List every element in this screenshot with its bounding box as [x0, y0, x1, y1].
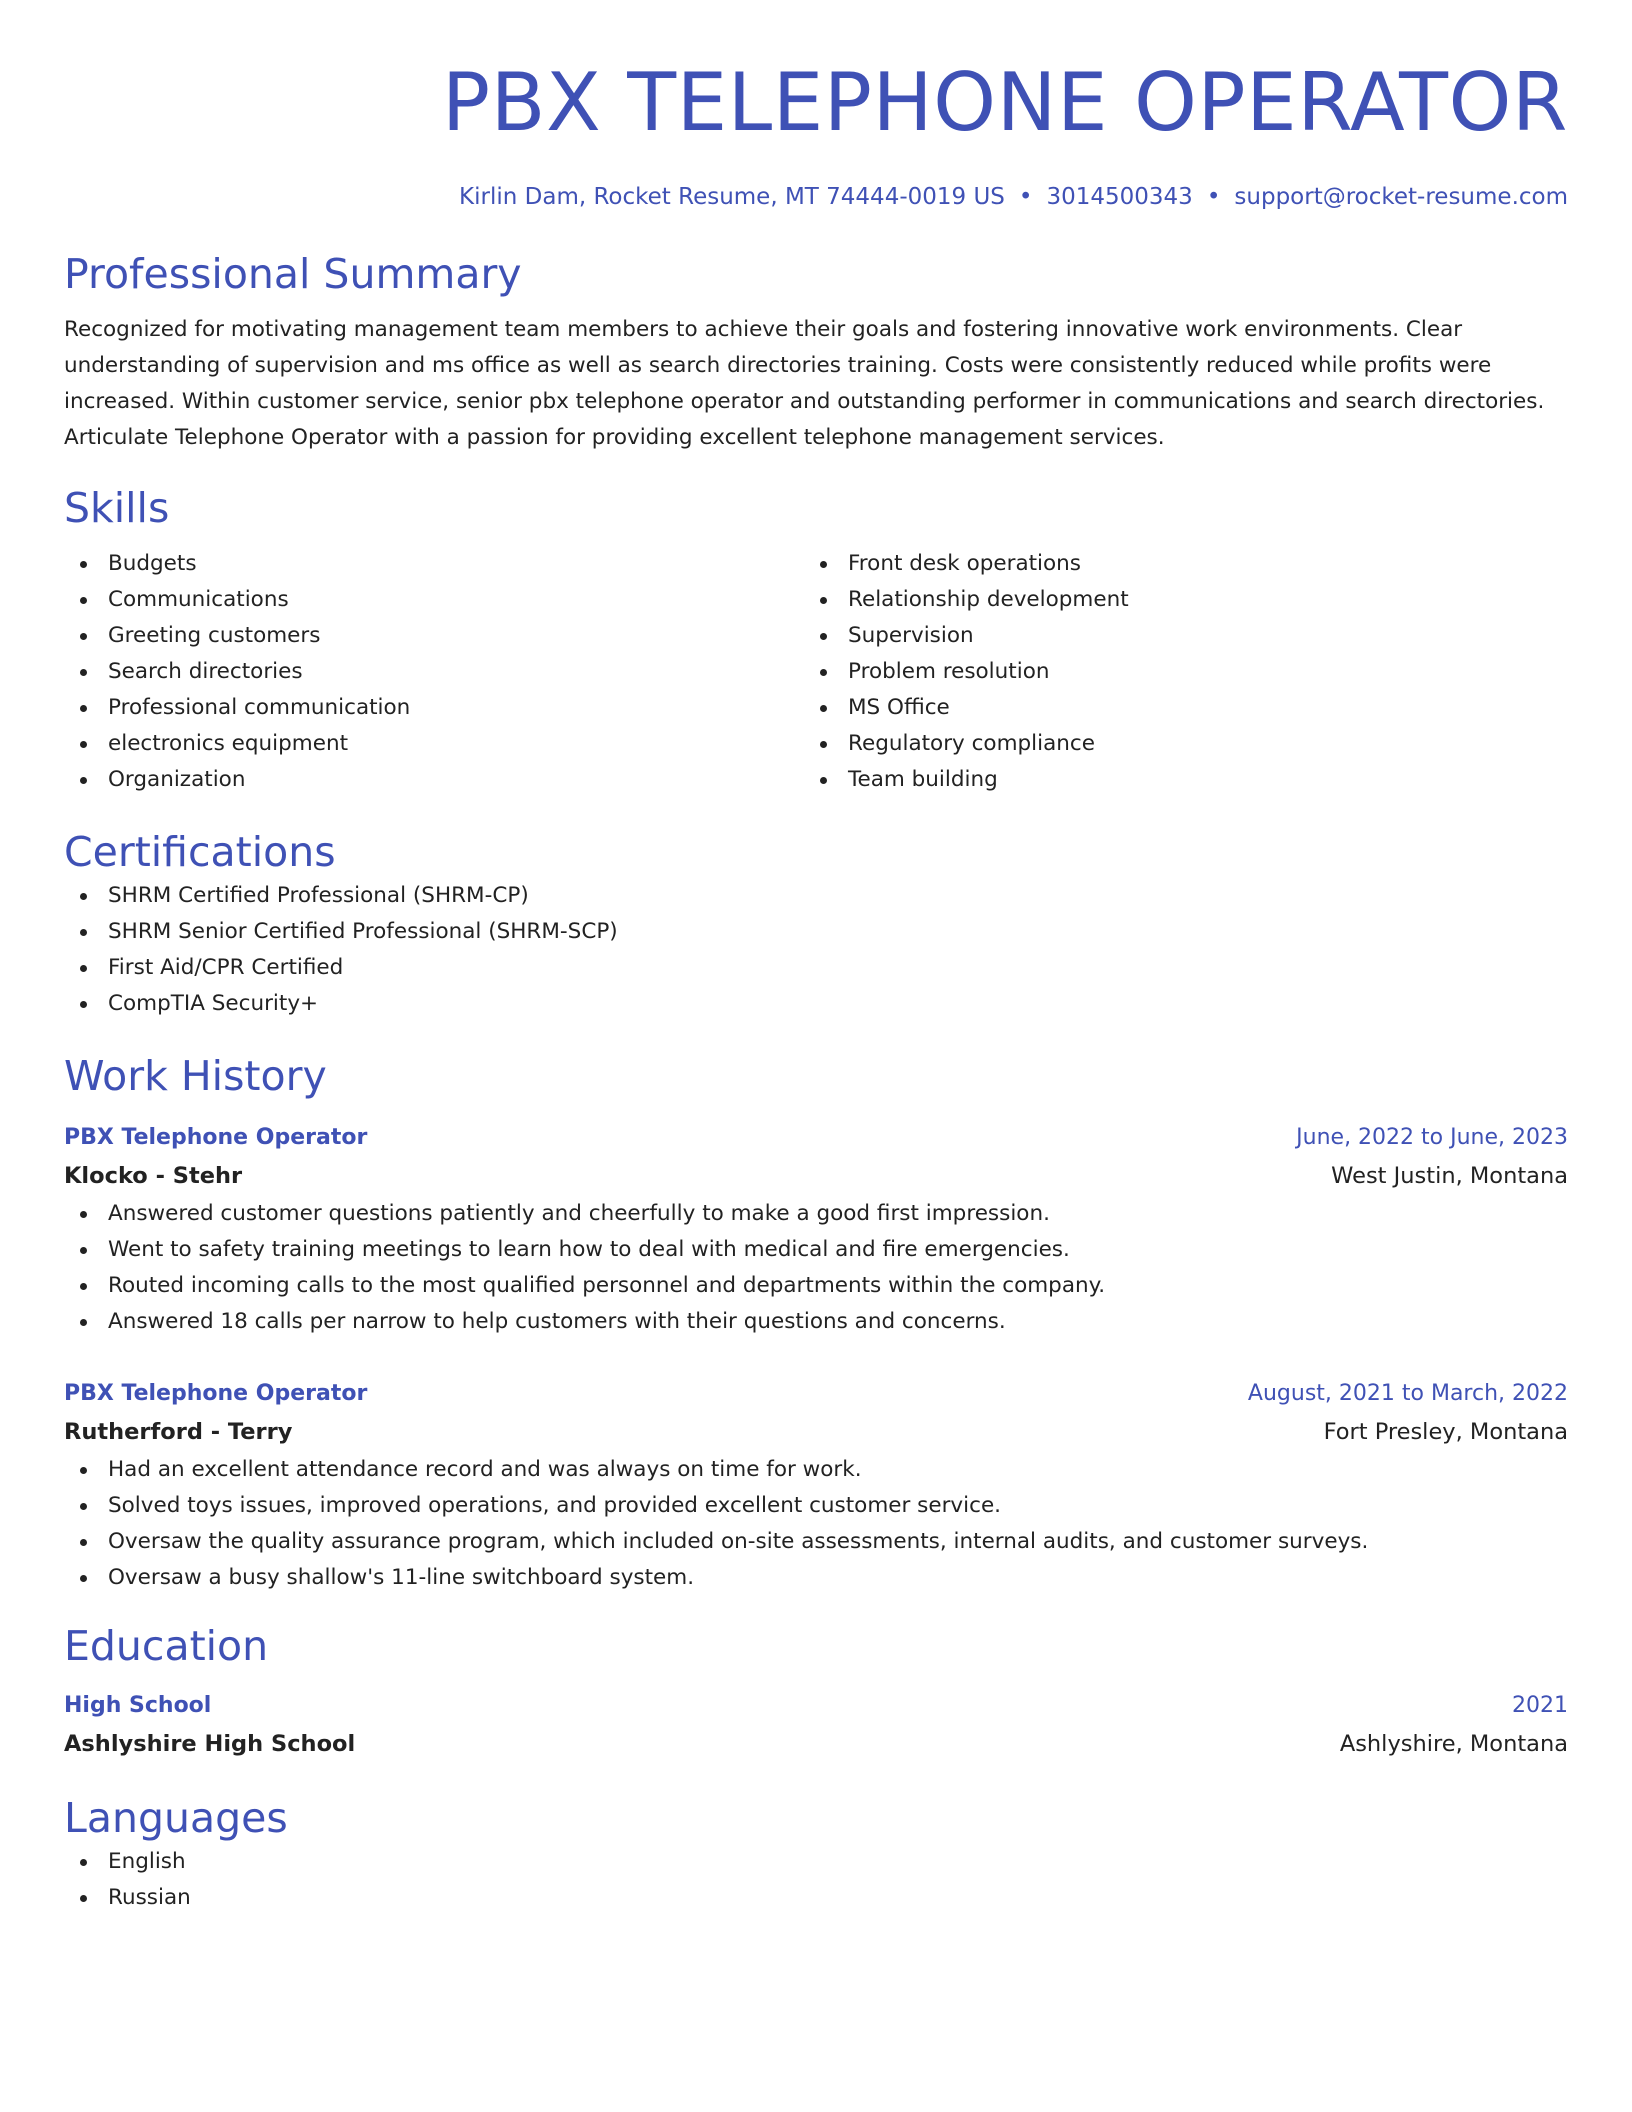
section-title-education: Education — [64, 1622, 269, 1670]
list-item: Supervision — [804, 618, 1544, 654]
job-bullets — [64, 1452, 1568, 1596]
list-item: Greeting customers — [64, 618, 804, 654]
address: Kirlin Dam, Rocket Resume, MT 74444-0019 US — [459, 184, 1005, 210]
list-item: SHRM Certified Professional (SHRM-CP) — [64, 878, 1568, 914]
job-dates: June, 2022 to June, 2023 — [1296, 1125, 1568, 1150]
section-title-summary: Professional Summary — [64, 250, 522, 298]
job-company-row — [64, 1156, 1568, 1196]
education-header-row — [64, 1688, 1568, 1724]
list-item: English — [64, 1844, 1568, 1880]
list-item: Oversaw the quality assurance program, which included on-site assessments, internal audits, and customer surveys. — [64, 1524, 1568, 1560]
list-item: Relationship development — [804, 582, 1544, 618]
education-degree: High School — [64, 1693, 212, 1718]
section-title-work-history: Work History — [64, 1052, 327, 1100]
certifications-list — [64, 878, 1568, 1022]
list-item: Russian — [64, 1880, 1568, 1916]
list-item: Team building — [804, 762, 1544, 798]
list-item: Search directories — [64, 654, 804, 690]
job-company-row — [64, 1412, 1568, 1452]
resume-title: PBX TELEPHONE OPERATOR — [441, 56, 1568, 149]
languages-list — [64, 1844, 1568, 1916]
job-entry — [64, 1376, 1568, 1596]
job-location: Fort Presley, Montana — [1323, 1419, 1568, 1445]
list-item: Solved toys issues, improved operations, and provided excellent customer service. — [64, 1488, 1568, 1524]
separator-dot: • — [1018, 184, 1033, 210]
list-item: Problem resolution — [804, 654, 1544, 690]
email-link[interactable]: support@rocket-resume.com — [1234, 184, 1568, 210]
job-bullets — [64, 1196, 1568, 1340]
list-item: SHRM Senior Certified Professional (SHRM-SCP) — [64, 914, 1568, 950]
section-title-languages: Languages — [64, 1794, 288, 1842]
job-location: West Justin, Montana — [1331, 1163, 1568, 1189]
list-item: First Aid/CPR Certified — [64, 950, 1568, 986]
section-title-skills: Skills — [64, 484, 170, 532]
skills-column-right — [804, 546, 1544, 798]
list-item: CompTIA Security+ — [64, 986, 1568, 1022]
list-item: Communications — [64, 582, 804, 618]
list-item: Front desk operations — [804, 546, 1544, 582]
list-item: MS Office — [804, 690, 1544, 726]
list-item: electronics equipment — [64, 726, 804, 762]
job-company: Klocko - Stehr — [64, 1163, 243, 1189]
list-item: Routed incoming calls to the most qualified personnel and departments within the company. — [64, 1268, 1568, 1304]
list-item: Answered 18 calls per narrow to help customers with their questions and concerns. — [64, 1304, 1568, 1340]
education-year: 2021 — [1512, 1693, 1568, 1718]
job-role: PBX Telephone Operator — [64, 1381, 368, 1406]
job-entry — [64, 1120, 1568, 1340]
list-item: Budgets — [64, 546, 804, 582]
separator-dot: • — [1206, 184, 1221, 210]
job-company: Rutherford - Terry — [64, 1419, 293, 1445]
skills-list-right — [804, 546, 1544, 798]
education-location: Ashlyshire, Montana — [1339, 1731, 1568, 1757]
list-item: Answered customer questions patiently and cheerfully to make a good first impression. — [64, 1196, 1568, 1232]
job-role: PBX Telephone Operator — [64, 1125, 368, 1150]
summary-text: Recognized for motivating management team members to achieve their goals and fostering innovative work environments. Clear understanding of supervision and ms office as well as search directories training. Costs were consistently reduced while profits were increased. Within customer service, senior pbx telephone operator and outstanding performer in communications and search directories. Articulate Telephone Operator with a passion for providing excellent telephone management services. — [64, 317, 1545, 450]
education-school: Ashlyshire High School — [64, 1731, 356, 1757]
list-item: Went to safety training meetings to learn how to deal with medical and fire emergencies. — [64, 1232, 1568, 1268]
skills-columns — [64, 546, 1568, 798]
contact-line — [64, 180, 1568, 214]
education-entry — [64, 1688, 1568, 1764]
list-item: Regulatory compliance — [804, 726, 1544, 762]
skills-column-left — [64, 546, 804, 798]
job-header-row — [64, 1120, 1568, 1156]
list-item: Professional communication — [64, 690, 804, 726]
list-item: Oversaw a busy shallow's 11-line switchboard system. — [64, 1560, 1568, 1596]
phone: 3014500343 — [1046, 184, 1193, 210]
section-title-certifications: Certifications — [64, 828, 336, 876]
job-header-row — [64, 1376, 1568, 1412]
job-dates: August, 2021 to March, 2022 — [1247, 1381, 1568, 1406]
list-item: Organization — [64, 762, 804, 798]
education-school-row — [64, 1724, 1568, 1764]
skills-list-left — [64, 546, 804, 798]
list-item: Had an excellent attendance record and was always on time for work. — [64, 1452, 1568, 1488]
